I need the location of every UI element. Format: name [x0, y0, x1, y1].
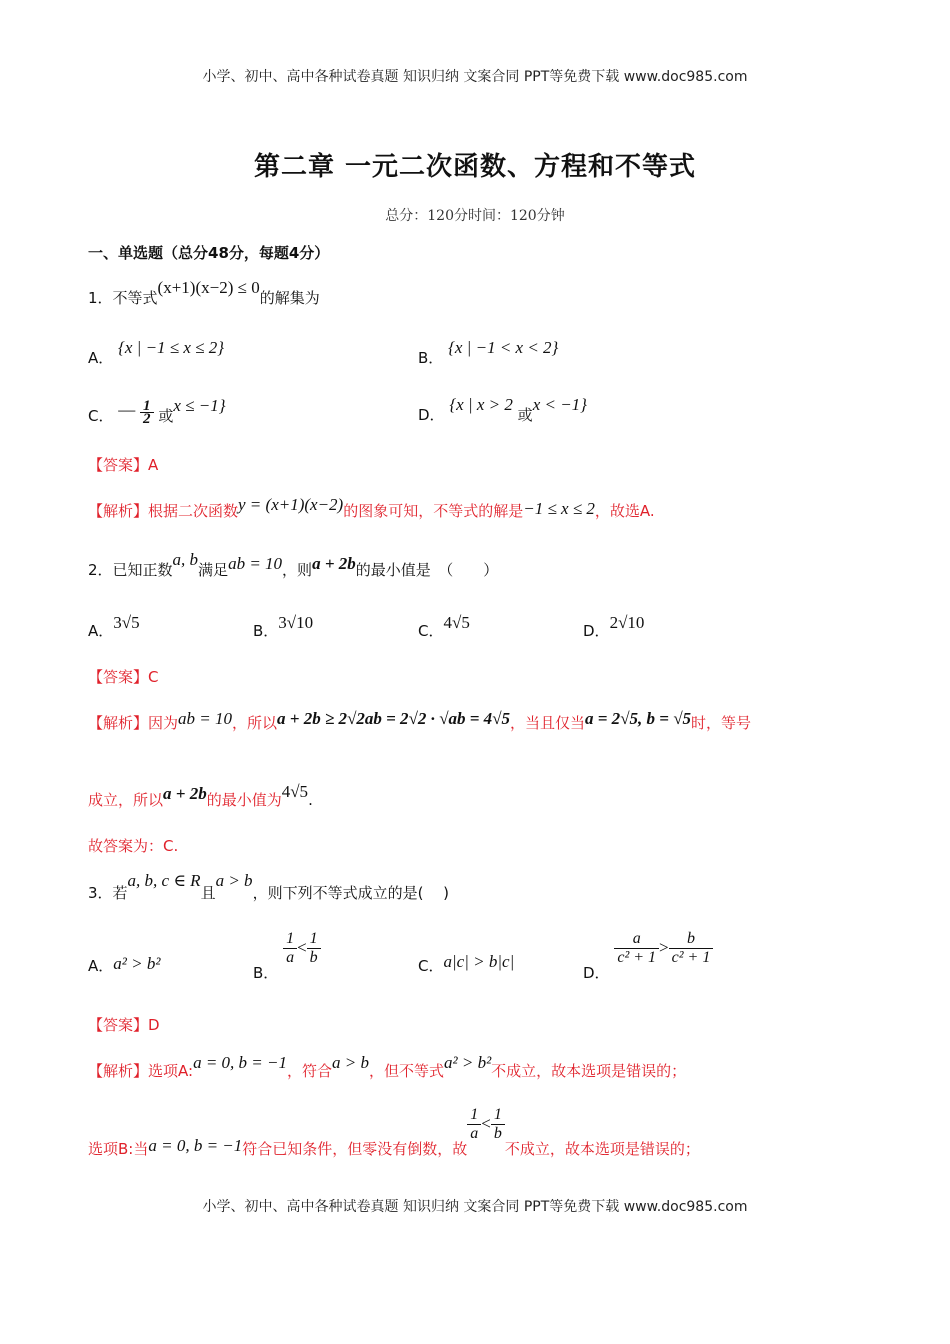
question-3-stem: 3．若a, b, c ∈ R且a > b，则下列不等式成立的是( ) — [88, 871, 450, 902]
fraction: $\frac{a}{\text{c² + 1}}$ — [614, 930, 659, 967]
q2-option-b: B．3√10 — [253, 613, 314, 640]
q1-explanation: 【解析】根据二次函数y = (x+1)(x−2)的图象可知，不等式的解是−1 ≤ x ≤ 2，故选A. — [88, 495, 655, 520]
question-1-stem — [88, 278, 320, 308]
section-heading: 一、单选题（总分48分，每题4分） — [88, 244, 330, 262]
option-label: C． — [88, 407, 114, 425]
q1-option-c: C． — $\frac{1}{2}$ 或x ≤ −1} — [88, 396, 226, 427]
q3-option-d: D． $\frac{a}{\text{c² + 1}}$ > $\frac{b}{\text{c² + 1}}$ — [583, 930, 713, 967]
fraction: $\frac{1}{a}$ — [283, 930, 297, 967]
option-value: {x | −1 < x < 2} — [448, 338, 559, 357]
q2-answer: 【答案】C — [88, 668, 159, 686]
option-label: A． — [88, 349, 114, 367]
page-title: 第二章 一元二次函数、方程和不等式 — [253, 152, 697, 182]
page-header: 小学、初中、高中各种试卷真题 知识归纳 文案合同 PPT等免费下载 www.doc985.com — [202, 69, 748, 85]
option-label: D． — [418, 406, 445, 424]
q3-option-c: C．a|c| > b|c| — [418, 952, 515, 975]
fraction: $\frac{b}{\text{c² + 1}}$ — [669, 930, 714, 967]
option-label: B． — [418, 349, 444, 367]
q3-option-a: A．a² > b² — [88, 954, 161, 975]
q1-option-d: D． {x | x > 2 或x < −1} — [418, 395, 587, 424]
q1-option-b — [418, 338, 559, 368]
q1-prefix: 1．不等式 — [88, 289, 158, 307]
q1-answer: 【答案】A — [88, 456, 159, 474]
q2-explanation-line-3: 故答案为：C. — [88, 837, 179, 855]
fraction: $\frac{1}{b}$ — [491, 1106, 505, 1143]
q1-inequality: (x+1)(x−2) ≤ 0 — [157, 278, 260, 297]
question-2-stem: 2．已知正数a, b满足ab = 10，则a + 2b的最小值是 （ ） — [88, 550, 499, 579]
q3-explanation-option-a: 【解析】选项A:a = 0, b = −1，符合a > b，但不等式a² > b²不成立，故本选项是错误的； — [88, 1053, 687, 1080]
q2-option-c: C．4√5 — [418, 613, 470, 640]
q1-c-fraction: $\frac{1}{2}$ — [140, 400, 154, 425]
q2-option-d: D．2√10 — [583, 613, 645, 640]
q3-option-b: B． $\frac{1}{a}$ < $\frac{1}{b}$ — [253, 930, 321, 967]
fraction: $\frac{1}{b}$ — [307, 930, 321, 967]
q1-suffix: 的解集为 — [259, 289, 320, 307]
q3-answer: 【答案】D — [88, 1016, 160, 1034]
q2-explanation-line-2: 成立，所以a + 2b的最小值为4√5. — [88, 782, 313, 809]
page-footer: 小学、初中、高中各种试卷真题 知识归纳 文案合同 PPT等免费下载 www.doc985.com — [202, 1199, 748, 1215]
q2-option-a: A．3√5 — [88, 613, 140, 640]
q1-option-a — [88, 338, 225, 368]
fraction: $\frac{1}{a}$ — [467, 1106, 481, 1143]
score-time-info: 总分：120分时间：120分钟 — [385, 208, 565, 224]
q2-explanation-line-1: 【解析】因为ab = 10，所以a + 2b ≥ 2√2ab = 2√2 · √ab = 4√5，当且仅当a = 2√5, b = √5时，等号 — [88, 709, 752, 732]
option-value: {x | −1 ≤ x ≤ 2} — [118, 338, 225, 357]
q3-explanation-option-b: 选项B:当a = 0, b = −1符合已知条件，但零没有倒数，故 $\frac{1}{a}$ < $\frac{1}{b}$ 不成立，故本选项是错误的； — [88, 1106, 700, 1158]
